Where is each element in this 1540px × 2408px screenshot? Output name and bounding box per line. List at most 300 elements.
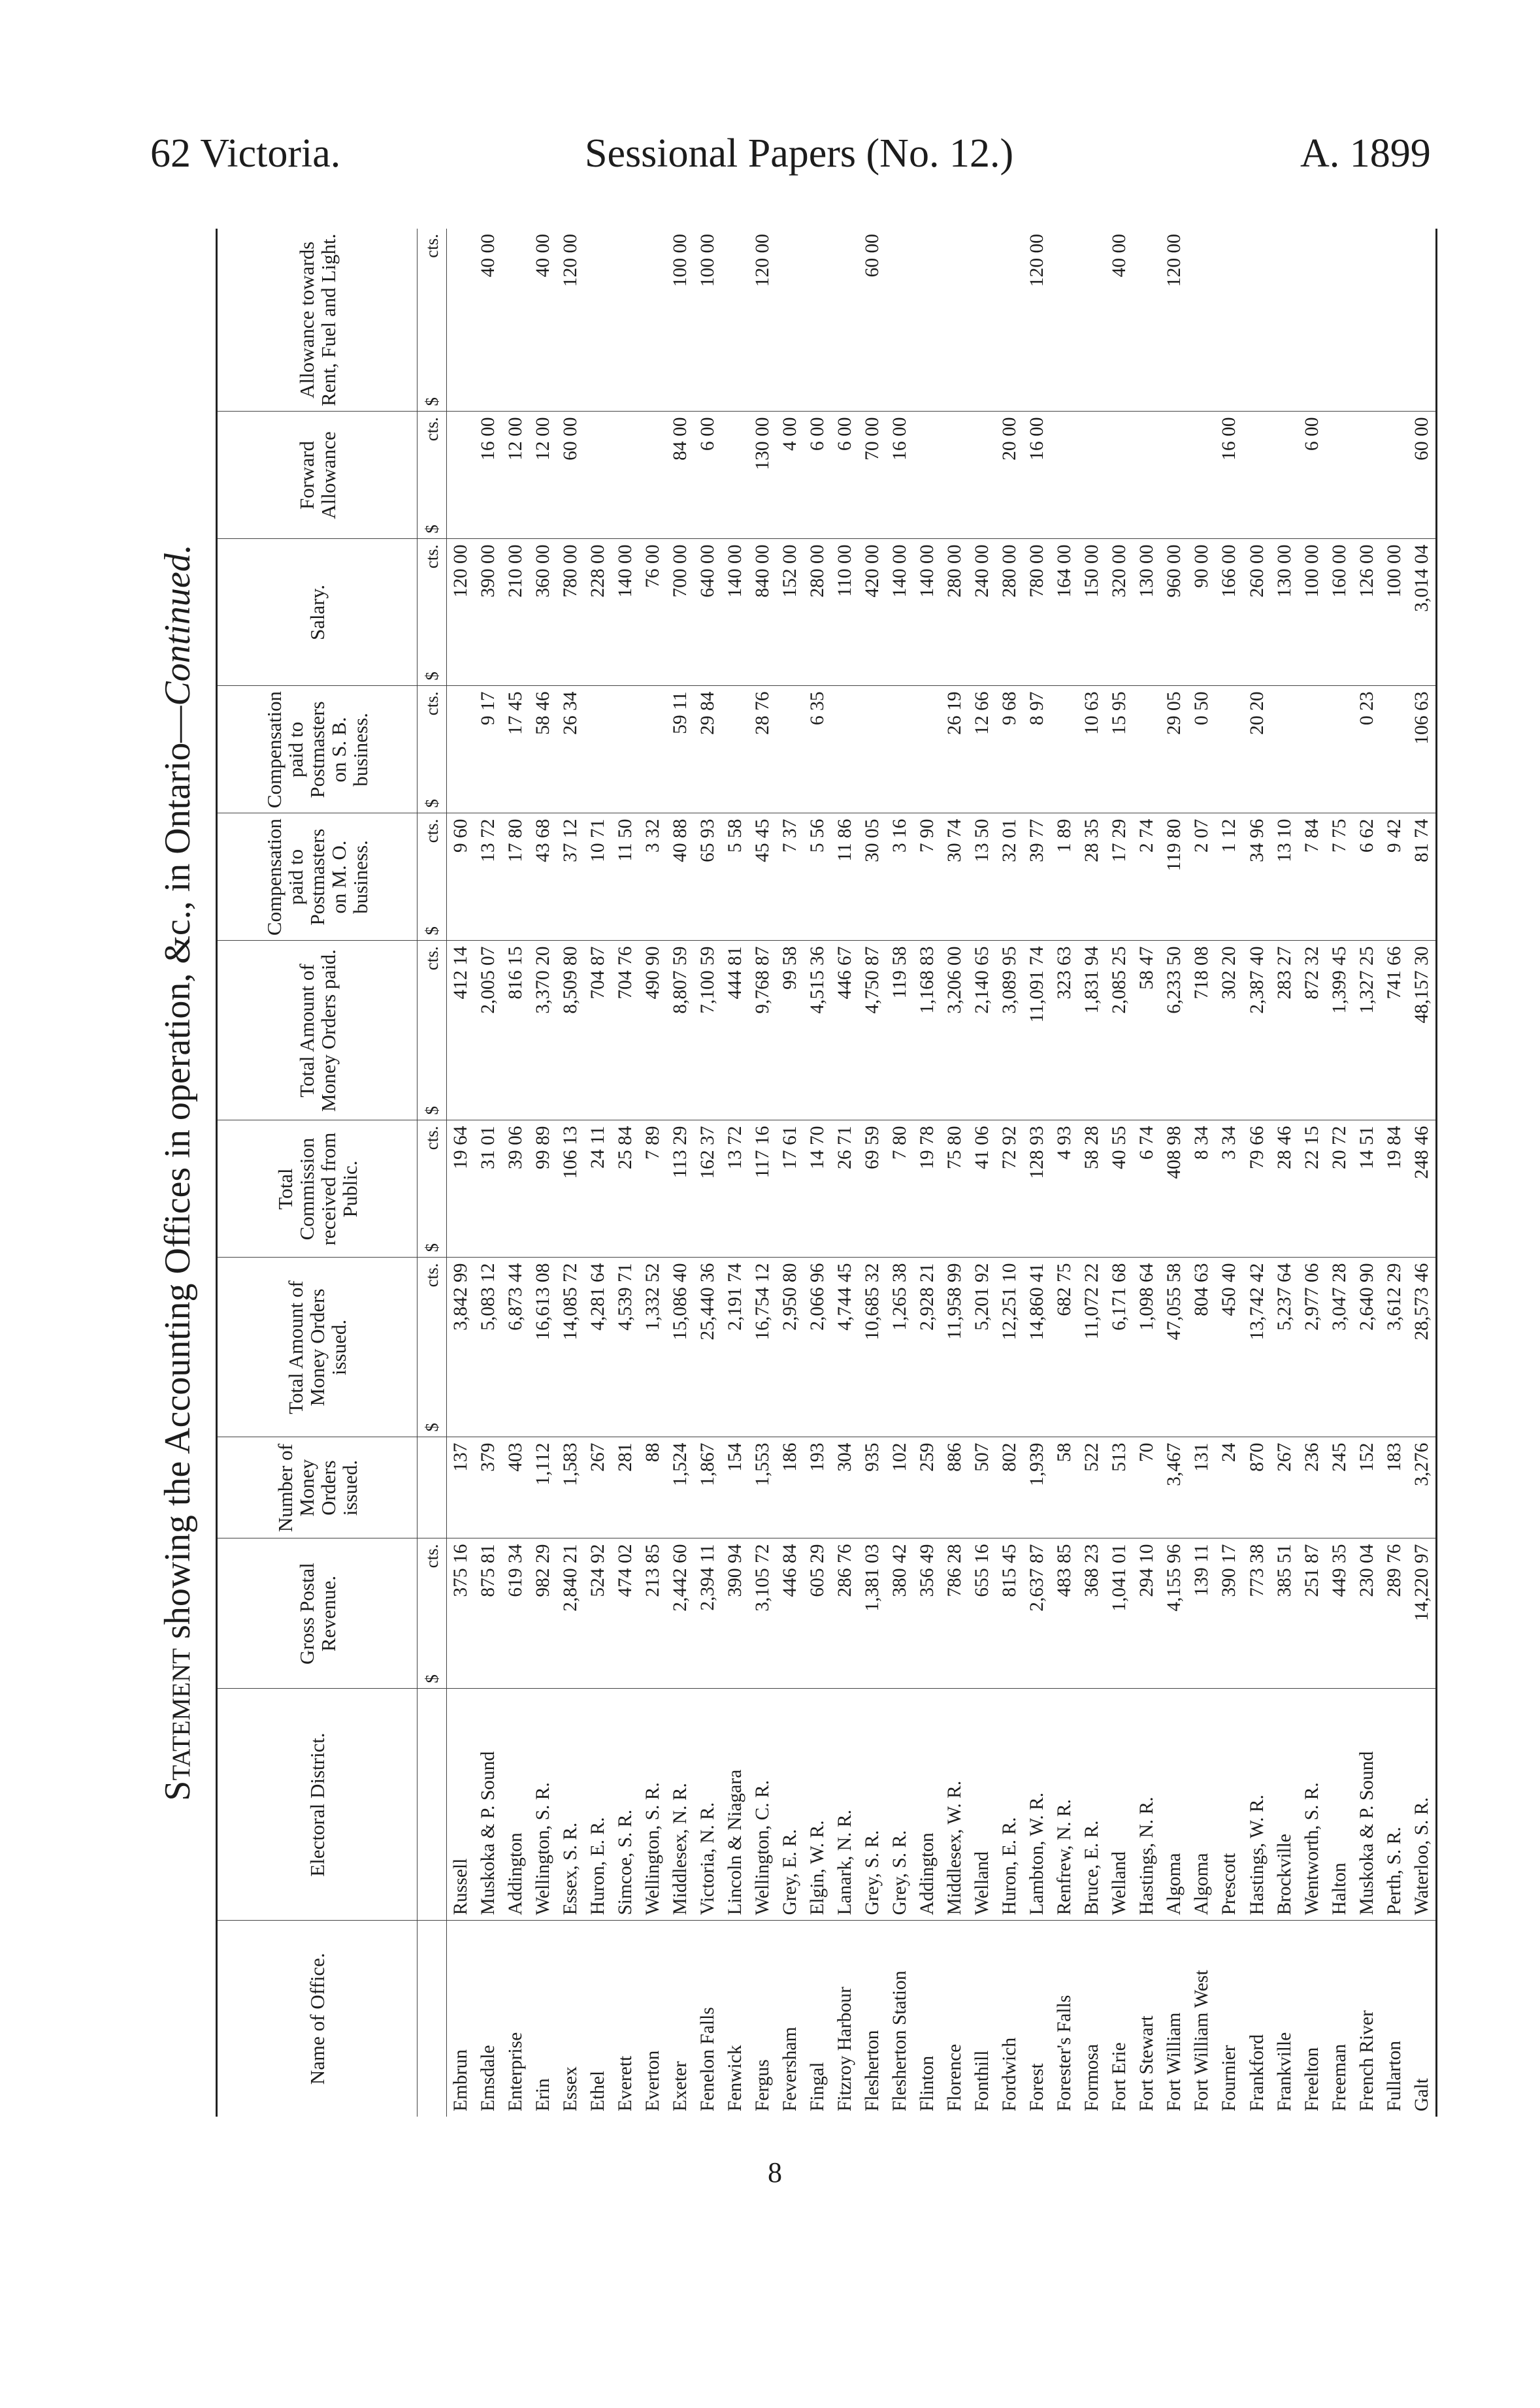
amount-issued-cell: 2,066 96 [804, 1258, 831, 1437]
amount-paid-cell: 3,206 00 [941, 941, 968, 1120]
amount-issued-cell: 804 63 [1188, 1258, 1215, 1437]
office-name-cell: Fitzroy Harbour [834, 1987, 856, 2111]
table-row [1381, 229, 1408, 2117]
col-name-of-office: Name of Office. [217, 1921, 418, 2117]
gross-revenue-cell: 773 38 [1243, 1538, 1271, 1689]
commission-cell: 7 80 [886, 1120, 913, 1258]
commission-cell: 99 89 [529, 1120, 557, 1258]
salary-cell: 76 00 [639, 539, 666, 686]
number-orders-cell: 183 [1381, 1437, 1408, 1538]
compensation-sb-cell [584, 686, 612, 813]
amount-issued-cell: 11,072 22 [1078, 1258, 1106, 1437]
forward-allowance-cell [721, 412, 749, 539]
salary-cell: 960 00 [1160, 539, 1188, 686]
number-orders-cell: 1,553 [749, 1437, 776, 1538]
forward-allowance-cell: 6 00 [831, 412, 859, 539]
page-mark: 8 [768, 2156, 782, 2188]
table-row [1133, 229, 1160, 2117]
electoral-district-cell: Muskoka & P. Sound [474, 1689, 502, 1921]
commission-cell: 162 37 [694, 1120, 721, 1258]
salary-cell: 280 00 [941, 539, 968, 686]
rotated-statement [147, 229, 1441, 2117]
office-name-cell: Erin [532, 2078, 554, 2111]
electoral-district-cell: Russell [447, 1689, 475, 1921]
amount-issued-cell: 14,085 72 [557, 1258, 584, 1437]
compensation-mo-cell: 28 35 [1078, 813, 1106, 941]
table-row [886, 229, 913, 2117]
gross-revenue-cell: 655 16 [968, 1538, 996, 1689]
compensation-mo-cell: 2 07 [1188, 813, 1215, 941]
forward-allowance-cell: 6 00 [694, 412, 721, 539]
col-gross-postal-revenue: Gross Postal Revenue. [217, 1538, 418, 1689]
amount-paid-cell: 1,831 94 [1078, 941, 1106, 1120]
salary-cell: 840 00 [749, 539, 776, 686]
gross-revenue-cell: 1,041 01 [1106, 1538, 1133, 1689]
rent-allowance-cell: 40 00 [1106, 229, 1133, 412]
unit-cents: cts. [422, 1263, 442, 1288]
rent-allowance-cell [1326, 229, 1353, 412]
compensation-mo-cell: 17 29 [1106, 813, 1133, 941]
rent-allowance-cell [502, 229, 529, 412]
unit-dollar: $ [422, 397, 442, 406]
amount-paid-cell: 302 20 [1215, 941, 1243, 1120]
rent-allowance-cell [1188, 229, 1215, 412]
compensation-mo-cell: 3 32 [639, 813, 666, 941]
electoral-district-cell: Prescott [1215, 1689, 1243, 1921]
commission-cell: 19 84 [1381, 1120, 1408, 1258]
compensation-sb-cell [1381, 686, 1408, 813]
table-row [612, 229, 639, 2117]
col-number-money-orders: Number of Money Orders issued. [217, 1437, 418, 1538]
office-name-cell: Frankford [1246, 2034, 1268, 2111]
forward-allowance-cell: 12 00 [529, 412, 557, 539]
compensation-mo-cell: 5 58 [721, 813, 749, 941]
number-orders-cell: 304 [831, 1437, 859, 1538]
number-orders-cell: 267 [584, 1437, 612, 1538]
salary-cell: 140 00 [721, 539, 749, 686]
forward-allowance-cell [584, 412, 612, 539]
gross-revenue-cell: 390 94 [721, 1538, 749, 1689]
amount-paid-cell: 8,509 80 [557, 941, 584, 1120]
amount-paid-cell: 4,750 87 [859, 941, 886, 1120]
compensation-sb-cell [1298, 686, 1326, 813]
amount-issued-cell: 2,191 74 [721, 1258, 749, 1437]
rent-allowance-cell [1408, 229, 1437, 412]
amount-issued-cell: 5,201 92 [968, 1258, 996, 1437]
office-name-cell: Essex [560, 2066, 582, 2111]
table-row [1271, 229, 1298, 2117]
electoral-district-cell: Waterloo, S. R. [1408, 1689, 1437, 1921]
col-total-amount-issued: Total Amount of Money Orders issued. [217, 1258, 418, 1437]
compensation-mo-cell: 30 74 [941, 813, 968, 941]
rent-allowance-cell: 60 00 [859, 229, 886, 412]
col-salary: Salary. [217, 539, 418, 686]
table-row [1160, 229, 1188, 2117]
amount-paid-cell: 704 87 [584, 941, 612, 1120]
amount-paid-cell: 11,091 74 [1023, 941, 1051, 1120]
amount-issued-cell: 47,055 58 [1160, 1258, 1188, 1437]
units-cell [418, 229, 447, 412]
compensation-sb-cell [1215, 686, 1243, 813]
forward-allowance-cell: 16 00 [1215, 412, 1243, 539]
amount-paid-cell: 283 27 [1271, 941, 1298, 1120]
compensation-sb-cell: 9 17 [474, 686, 502, 813]
number-orders-cell: 802 [996, 1437, 1023, 1538]
table-row [1298, 229, 1326, 2117]
amount-paid-cell: 6,233 50 [1160, 941, 1188, 1120]
compensation-sb-cell: 26 34 [557, 686, 584, 813]
compensation-mo-cell: 7 90 [913, 813, 941, 941]
title-text: showing the Accounting Offices in operation, &c., in Ontario— [157, 706, 198, 1648]
table-row [447, 229, 475, 2117]
commission-cell: 14 51 [1353, 1120, 1381, 1258]
compensation-mo-cell: 7 37 [776, 813, 804, 941]
compensation-sb-cell [886, 686, 913, 813]
compensation-sb-cell [776, 686, 804, 813]
col-compensation-sb: Compensation paid to Postmasters on S. B. business. [217, 686, 418, 813]
compensation-mo-cell: 10 71 [584, 813, 612, 941]
gross-revenue-cell: 380 42 [886, 1538, 913, 1689]
units-cell [418, 1120, 447, 1258]
number-orders-cell: 131 [1188, 1437, 1215, 1538]
electoral-district-cell: Welland [968, 1689, 996, 1921]
table-row [1023, 229, 1051, 2117]
compensation-mo-cell: 13 72 [474, 813, 502, 941]
gross-revenue-cell: 294 10 [1133, 1538, 1160, 1689]
gross-revenue-cell: 474 02 [612, 1538, 639, 1689]
gross-revenue-cell: 449 35 [1326, 1538, 1353, 1689]
number-orders-cell: 3,276 [1408, 1437, 1437, 1538]
table-row [1106, 229, 1133, 2117]
salary-cell: 110 00 [831, 539, 859, 686]
rent-allowance-cell: 120 00 [557, 229, 584, 412]
table-body [447, 229, 1437, 2117]
table-row [529, 229, 557, 2117]
compensation-mo-cell: 11 50 [612, 813, 639, 941]
units-blank [418, 1437, 447, 1538]
salary-cell: 164 00 [1051, 539, 1078, 686]
electoral-district-cell: Grey, E. R. [776, 1689, 804, 1921]
header-sessional-papers: Sessional Papers (No. 12.) [585, 131, 1014, 176]
number-orders-cell: 245 [1326, 1437, 1353, 1538]
number-orders-cell: 1,583 [557, 1437, 584, 1538]
commission-cell: 19 78 [913, 1120, 941, 1258]
forward-allowance-cell: 130 00 [749, 412, 776, 539]
electoral-district-cell: Brockville [1271, 1689, 1298, 1921]
amount-issued-cell: 1,332 52 [639, 1258, 666, 1437]
office-name-cell: Fergus [752, 2059, 774, 2111]
number-orders-cell: 267 [1271, 1437, 1298, 1538]
electoral-district-cell: Wellington, S. R. [639, 1689, 666, 1921]
compensation-mo-cell: 3 16 [886, 813, 913, 941]
amount-paid-cell: 718 08 [1188, 941, 1215, 1120]
rent-allowance-cell [831, 229, 859, 412]
forward-allowance-cell [1243, 412, 1271, 539]
units-blank [418, 1921, 447, 2117]
electoral-district-cell: Muskoka & P. Sound [1353, 1689, 1381, 1921]
compensation-sb-cell [859, 686, 886, 813]
number-orders-cell: 3,467 [1160, 1437, 1188, 1538]
amount-paid-cell: 2,005 07 [474, 941, 502, 1120]
number-orders-cell: 236 [1298, 1437, 1326, 1538]
commission-cell: 24 11 [584, 1120, 612, 1258]
rent-allowance-cell [913, 229, 941, 412]
office-name-cell: Fournier [1219, 2045, 1240, 2111]
number-orders-cell: 1,112 [529, 1437, 557, 1538]
compensation-mo-cell: 17 80 [502, 813, 529, 941]
salary-cell: 210 00 [502, 539, 529, 686]
office-name-cell: Exeter [670, 2061, 691, 2111]
electoral-district-cell: Bruce, E. R. [1078, 1689, 1106, 1921]
amount-issued-cell: 25,440 36 [694, 1258, 721, 1437]
compensation-mo-cell: 43 68 [529, 813, 557, 941]
units-blank [418, 1689, 447, 1921]
electoral-district-cell: Elgin, W. R. [804, 1689, 831, 1921]
table-row [666, 229, 694, 2117]
rent-allowance-cell [1381, 229, 1408, 412]
number-orders-cell: 186 [776, 1437, 804, 1538]
compensation-mo-cell: 1 89 [1051, 813, 1078, 941]
amount-issued-cell: 450 40 [1215, 1258, 1243, 1437]
compensation-mo-cell: 32 01 [996, 813, 1023, 941]
unit-dollar: $ [422, 1674, 442, 1684]
forward-allowance-cell [1271, 412, 1298, 539]
office-name-cell: French River [1356, 2010, 1377, 2111]
commission-cell: 6 74 [1133, 1120, 1160, 1258]
electoral-district-cell: Victoria, N. R. [694, 1689, 721, 1921]
forward-allowance-cell: 60 00 [1408, 412, 1437, 539]
table-row [721, 229, 749, 2117]
table-row [584, 229, 612, 2117]
compensation-sb-cell [831, 686, 859, 813]
gross-revenue-cell: 356 49 [913, 1538, 941, 1689]
amount-issued-cell: 2,640 90 [1353, 1258, 1381, 1437]
office-name-cell: Frankville [1273, 2032, 1295, 2111]
office-name-cell: Ethel [587, 2070, 609, 2111]
amount-issued-cell: 6,873 44 [502, 1258, 529, 1437]
commission-cell: 7 89 [639, 1120, 666, 1258]
compensation-sb-cell: 17 45 [502, 686, 529, 813]
gross-revenue-cell: 368 23 [1078, 1538, 1106, 1689]
compensation-sb-cell: 0 50 [1188, 686, 1215, 813]
rent-allowance-cell [639, 229, 666, 412]
gross-revenue-cell: 1,381 03 [859, 1538, 886, 1689]
electoral-district-cell: Lambton, W. R. [1023, 1689, 1051, 1921]
rent-allowance-cell [1298, 229, 1326, 412]
amount-paid-cell: 1,168 83 [913, 941, 941, 1120]
col-forward-allowance: Forward Allowance [217, 412, 418, 539]
header-row [217, 229, 418, 2117]
salary-cell: 228 00 [584, 539, 612, 686]
number-orders-cell: 137 [447, 1437, 475, 1538]
gross-revenue-cell: 289 76 [1381, 1538, 1408, 1689]
office-name-cell: Emsdale [478, 2045, 499, 2111]
commission-cell: 39 06 [502, 1120, 529, 1258]
gross-revenue-cell: 524 92 [584, 1538, 612, 1689]
compensation-sb-cell: 26 19 [941, 686, 968, 813]
amount-paid-cell: 323 63 [1051, 941, 1078, 1120]
compensation-mo-cell: 7 75 [1326, 813, 1353, 941]
forward-allowance-cell: 60 00 [557, 412, 584, 539]
forward-allowance-cell [1381, 412, 1408, 539]
rent-allowance-cell [886, 229, 913, 412]
amount-issued-cell: 16,754 12 [749, 1258, 776, 1437]
unit-cents: cts. [422, 1544, 442, 1569]
forward-allowance-cell [639, 412, 666, 539]
amount-issued-cell: 2,950 80 [776, 1258, 804, 1437]
forward-allowance-cell [1051, 412, 1078, 539]
number-orders-cell: 70 [1133, 1437, 1160, 1538]
number-orders-cell: 88 [639, 1437, 666, 1538]
number-orders-cell: 870 [1243, 1437, 1271, 1538]
rent-allowance-cell [612, 229, 639, 412]
office-name-cell: Flesherton [862, 2030, 883, 2111]
rent-allowance-cell [1078, 229, 1106, 412]
table-row [502, 229, 529, 2117]
compensation-sb-cell: 12 66 [968, 686, 996, 813]
compensation-mo-cell: 81 74 [1408, 813, 1437, 941]
unit-cents: cts. [422, 691, 442, 716]
col-total-commission: Total Commission received from Public. [217, 1120, 418, 1258]
table-row [776, 229, 804, 2117]
amount-paid-cell: 2,085 25 [1106, 941, 1133, 1120]
gross-revenue-cell: 605 29 [804, 1538, 831, 1689]
amount-paid-cell: 48,157 30 [1408, 941, 1437, 1120]
salary-cell: 140 00 [886, 539, 913, 686]
gross-revenue-cell: 14,220 97 [1408, 1538, 1437, 1689]
electoral-district-cell: Wentworth, S. R. [1298, 1689, 1326, 1921]
table-row [1215, 229, 1243, 2117]
salary-cell: 280 00 [996, 539, 1023, 686]
compensation-sb-cell: 0 23 [1353, 686, 1381, 813]
amount-issued-cell: 1,098 64 [1133, 1258, 1160, 1437]
electoral-district-cell: Huron, E. R. [584, 1689, 612, 1921]
compensation-mo-cell: 45 45 [749, 813, 776, 941]
salary-cell: 360 00 [529, 539, 557, 686]
forward-allowance-cell [968, 412, 996, 539]
salary-cell: 3,014 04 [1408, 539, 1437, 686]
compensation-mo-cell: 2 74 [1133, 813, 1160, 941]
amount-paid-cell: 99 58 [776, 941, 804, 1120]
amount-issued-cell: 14,860 41 [1023, 1258, 1051, 1437]
gross-revenue-cell: 213 85 [639, 1538, 666, 1689]
units-cell [418, 813, 447, 941]
amount-paid-cell: 3,089 95 [996, 941, 1023, 1120]
amount-paid-cell: 58 47 [1133, 941, 1160, 1120]
office-name-cell: Feversham [779, 2026, 801, 2111]
units-cell [418, 412, 447, 539]
amount-issued-cell: 5,083 12 [474, 1258, 502, 1437]
electoral-district-cell: Grey, S. R. [886, 1689, 913, 1921]
salary-cell: 166 00 [1215, 539, 1243, 686]
electoral-district-cell: Addington [502, 1689, 529, 1921]
salary-cell: 140 00 [612, 539, 639, 686]
electoral-district-cell: Huron, E. R. [996, 1689, 1023, 1921]
forward-allowance-cell: 4 00 [776, 412, 804, 539]
gross-revenue-cell: 2,840 21 [557, 1538, 584, 1689]
rent-allowance-cell: 120 00 [1023, 229, 1051, 412]
unit-cents: cts. [422, 544, 442, 569]
number-orders-cell: 102 [886, 1437, 913, 1538]
office-name-cell: Fonthill [972, 2050, 993, 2111]
commission-cell: 40 55 [1106, 1120, 1133, 1258]
commission-cell: 69 59 [859, 1120, 886, 1258]
commission-cell: 20 72 [1326, 1120, 1353, 1258]
amount-paid-cell: 446 67 [831, 941, 859, 1120]
number-orders-cell: 1,939 [1023, 1437, 1051, 1538]
table-row [1188, 229, 1215, 2117]
commission-cell: 4 93 [1051, 1120, 1078, 1258]
amount-issued-cell: 682 75 [1051, 1258, 1078, 1437]
compensation-sb-cell: 6 35 [804, 686, 831, 813]
amount-issued-cell: 4,744 45 [831, 1258, 859, 1437]
unit-cents: cts. [422, 234, 442, 258]
rent-allowance-cell [776, 229, 804, 412]
amount-paid-cell: 7,100 59 [694, 941, 721, 1120]
forward-allowance-cell [1160, 412, 1188, 539]
table-row [1326, 229, 1353, 2117]
office-name-cell: Forester's Falls [1054, 1994, 1075, 2111]
electoral-district-cell: Lincoln & Niagara [721, 1689, 749, 1921]
units-row [418, 229, 447, 2117]
office-name-cell: Fort Erie [1109, 2042, 1130, 2111]
electoral-district-cell: Wellington, S. R. [529, 1689, 557, 1921]
office-name-cell: Fingal [807, 2062, 828, 2111]
electoral-district-cell: Addington [913, 1689, 941, 1921]
gross-revenue-cell: 815 45 [996, 1538, 1023, 1689]
unit-cents: cts. [422, 1126, 442, 1150]
compensation-mo-cell: 9 60 [447, 813, 475, 941]
number-orders-cell: 935 [859, 1437, 886, 1538]
office-name-cell: Everton [642, 2050, 664, 2111]
compensation-sb-cell: 29 84 [694, 686, 721, 813]
forward-allowance-cell [941, 412, 968, 539]
compensation-mo-cell: 34 96 [1243, 813, 1271, 941]
salary-cell: 420 00 [859, 539, 886, 686]
amount-issued-cell: 12,251 10 [996, 1258, 1023, 1437]
commission-cell: 79 66 [1243, 1120, 1271, 1258]
office-name-cell: Fort Stewart [1136, 2015, 1158, 2111]
rent-allowance-cell [1051, 229, 1078, 412]
rent-allowance-cell [804, 229, 831, 412]
commission-cell: 14 70 [804, 1120, 831, 1258]
table-row [639, 229, 666, 2117]
commission-cell: 25 84 [612, 1120, 639, 1258]
forward-allowance-cell: 16 00 [886, 412, 913, 539]
gross-revenue-cell: 286 76 [831, 1538, 859, 1689]
table-row [996, 229, 1023, 2117]
rent-allowance-cell [447, 229, 475, 412]
amount-paid-cell: 8,807 59 [666, 941, 694, 1120]
title-smallcaps: Statement [157, 1648, 198, 1801]
compensation-mo-cell: 7 84 [1298, 813, 1326, 941]
amount-paid-cell: 4,515 36 [804, 941, 831, 1120]
forward-allowance-cell: 6 00 [1298, 412, 1326, 539]
office-name-cell: Formosa [1081, 2043, 1103, 2111]
electoral-district-cell: Wellington, C. R. [749, 1689, 776, 1921]
gross-revenue-cell: 446 84 [776, 1538, 804, 1689]
amount-issued-cell: 1,265 38 [886, 1258, 913, 1437]
commission-cell: 19 64 [447, 1120, 475, 1258]
compensation-mo-cell: 6 62 [1353, 813, 1381, 941]
col-rent-allowance: Allowance towards Rent, Fuel and Light. [217, 229, 418, 412]
table-row [913, 229, 941, 2117]
gross-revenue-cell: 251 87 [1298, 1538, 1326, 1689]
salary-cell: 390 00 [474, 539, 502, 686]
units-cell [418, 1538, 447, 1689]
compensation-sb-cell [913, 686, 941, 813]
office-name-cell: Florence [944, 2043, 966, 2111]
